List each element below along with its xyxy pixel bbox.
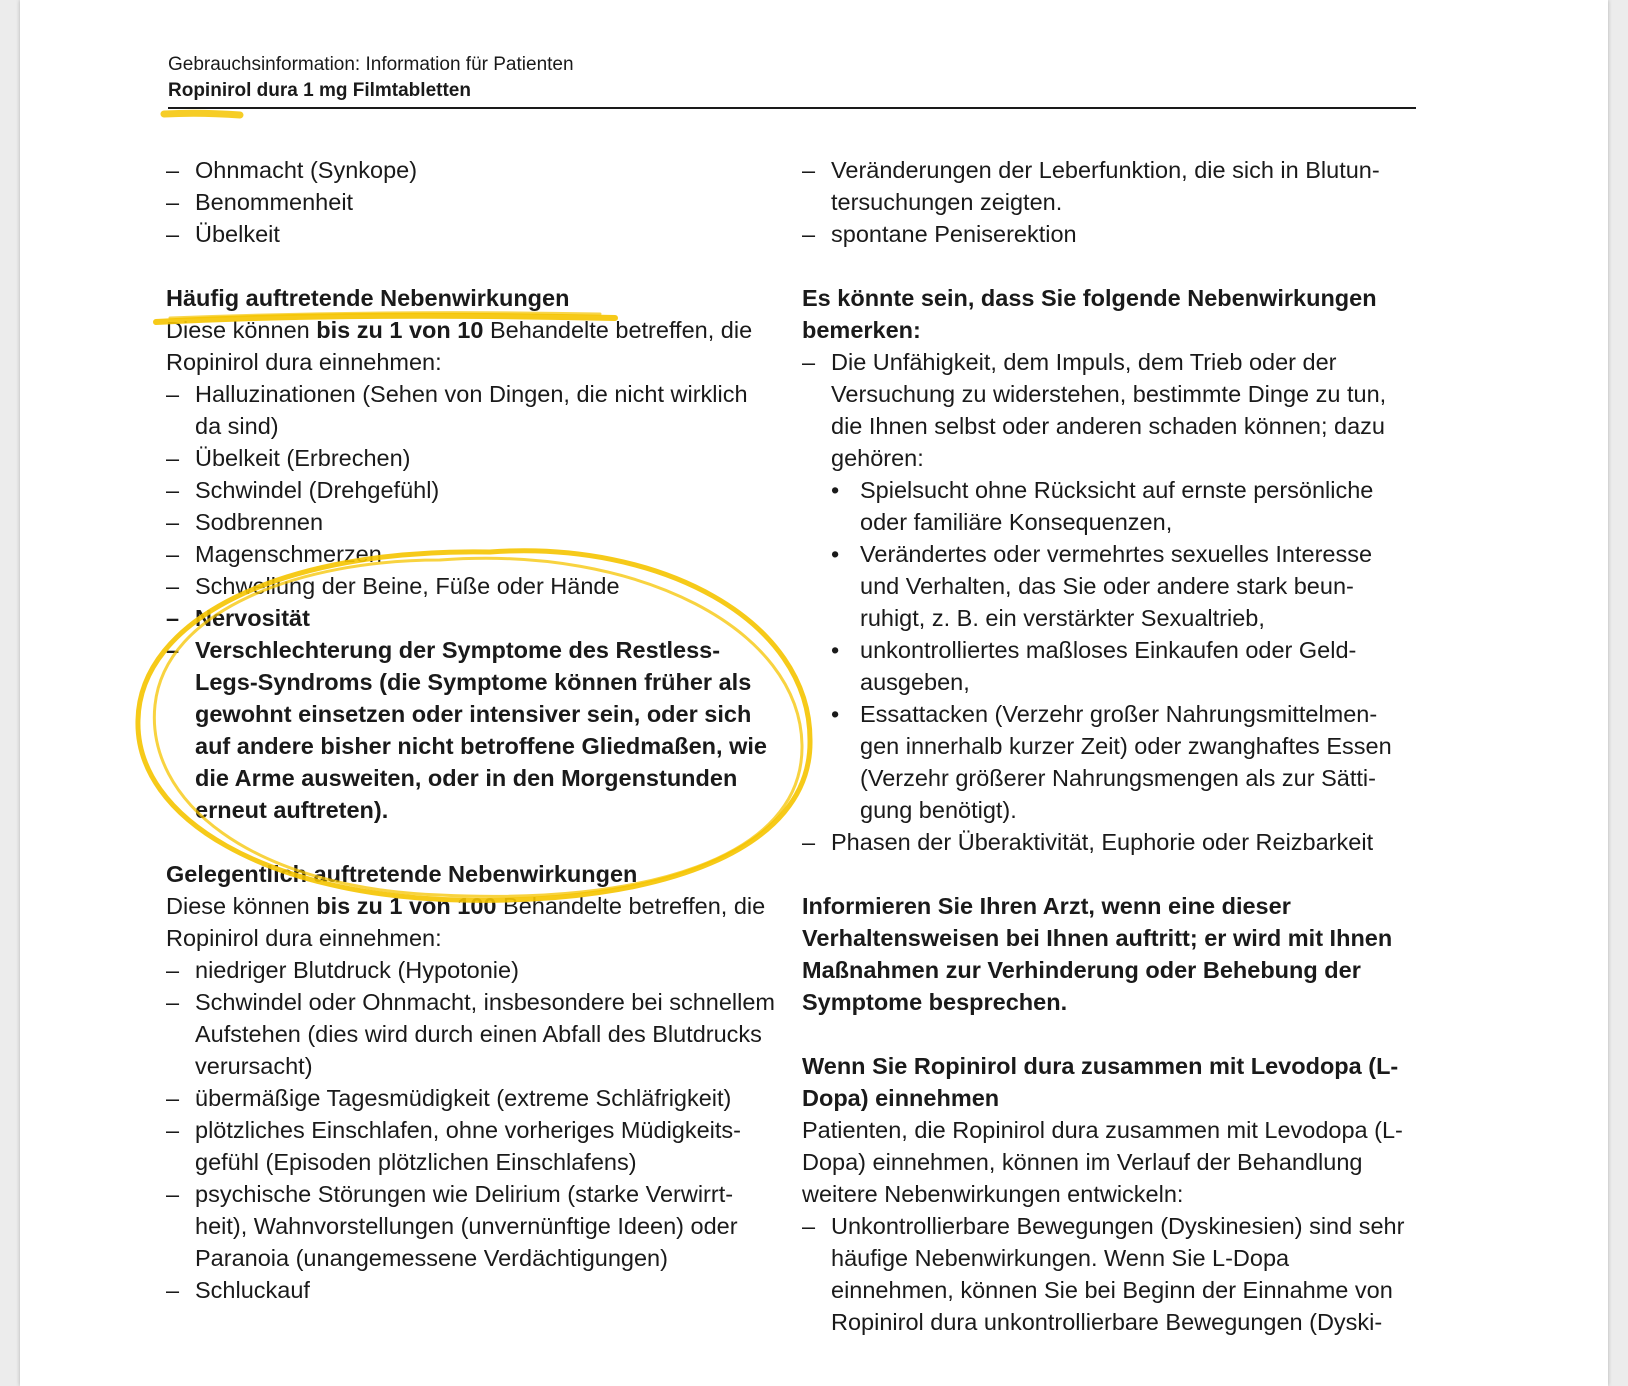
underline-product-name-mark — [164, 113, 240, 115]
occasional-side-effects-list — [166, 954, 776, 1306]
list-item: – Die Unfähigkeit, dem Impuls, dem Trieb oder der Versuchung zu widerstehen, bestimmte Dinge zu tun, die Ihnen selbst oder anderen schaden können; dazu gehören: — [802, 346, 1412, 474]
header-product-name: Ropinirol dura 1 mg Filmtabletten — [168, 80, 471, 101]
list-item: – Schluckauf — [166, 1274, 776, 1306]
section-heading-common: Häufig auftretende Nebenwirkungen — [166, 285, 570, 311]
list-item: – Halluzinationen (Sehen von Dingen, die nicht wirklich da sind) — [166, 378, 776, 442]
list-item: – Unkontrollierbare Bewegungen (Dyskinesien) sind sehr häufige Nebenwirkungen. Wenn Sie L-Dopa einnehmen, können Sie bei Beginn der Einnahme von Ropinirol dura unkontrollierbare Bewegungen (Dyski- — [802, 1210, 1412, 1338]
behavior-bullet-list — [802, 474, 1412, 826]
header-rule — [168, 107, 1416, 109]
bullet-item: • Essattacken (Verzehr großer Nahrungsmittelmen-gen innerhalb kurzer Zeit) oder zwanghaftes Essen (Verzehr größerer Nahrungsmengen als zur Sätti-gung benötigt). — [802, 698, 1412, 826]
list-item: – Veränderungen der Leberfunktion, die sich in Blutun-tersuchungen zeigten. — [802, 154, 1412, 218]
behavior-list-tail — [802, 826, 1412, 858]
side-effects-list-continued-right — [802, 154, 1412, 250]
bullet-item: • unkontrolliertes maßloses Einkaufen oder Geld-ausgeben, — [802, 634, 1412, 698]
list-item: – plötzliches Einschlafen, ohne vorheriges Müdigkeits-gefühl (Episoden plötzlichen Einschlafens) — [166, 1114, 776, 1178]
bullet-item: • Verändertes oder vermehrtes sexuelles Interesse und Verhalten, das Sie oder andere stark beun-ruhigt, z. B. ein verstärkter Sexualtrieb, — [802, 538, 1412, 634]
list-item: – Schwellung der Beine, Füße oder Hände — [166, 570, 776, 602]
list-item: – Schwindel oder Ohnmacht, insbesondere bei schnellem Aufstehen (dies wird durch einen Abfall des Blutdrucks verursacht) — [166, 986, 776, 1082]
common-side-effects-list — [166, 378, 776, 826]
levodopa-list — [802, 1210, 1412, 1338]
section-intro-occasional: Diese können bis zu 1 von 100 Behandelte betreffen, die Ropinirol dura einnehmen: — [166, 893, 766, 951]
side-effects-list-continued — [166, 154, 776, 250]
behavior-list — [802, 346, 1412, 474]
list-item: – Schwindel (Drehgefühl) — [166, 474, 776, 506]
document-header — [168, 52, 1416, 109]
list-item: – Magenschmerzen — [166, 538, 776, 570]
section-heading-levodopa: Wenn Sie Ropinirol dura zusammen mit Levodopa (L-Dopa) einnehmen — [802, 1053, 1399, 1111]
section-text-levodopa: Patienten, die Ropinirol dura zusammen mit Levodopa (L-Dopa) einnehmen, können im Verlauf der Behandlung weitere Nebenwirkungen entwickeln: — [802, 1117, 1403, 1207]
inform-doctor-notice: Informieren Sie Ihren Arzt, wenn eine dieser Verhaltensweisen bei Ihnen auftritt; er wird mit Ihnen Maßnahmen zur Verhinderung oder Behebung der Symptome besprechen. — [802, 893, 1393, 1015]
list-item: – psychische Störungen wie Delirium (starke Verwirrt-heit), Wahnvorstellungen (unvernünftige Ideen) oder Paranoia (unangemessene Verdächtigungen) — [166, 1178, 776, 1274]
list-item: – spontane Peniserektion — [802, 218, 1412, 250]
section-intro-common: Diese können bis zu 1 von 10 Behandelte betreffen, die Ropinirol dura einnehmen: — [166, 317, 753, 375]
list-item: – niedriger Blutdruck (Hypotonie) — [166, 954, 776, 986]
list-item: – Sodbrennen — [166, 506, 776, 538]
document-page — [20, 0, 1608, 1386]
list-item-bold: – Nervosität — [166, 602, 776, 634]
list-item: – Übelkeit — [166, 218, 776, 250]
left-column — [166, 154, 776, 1306]
list-item: – Übelkeit (Erbrechen) — [166, 442, 776, 474]
list-item: – Phasen der Überaktivität, Euphorie oder Reizbarkeit — [802, 826, 1412, 858]
list-item: – Benommenheit — [166, 186, 776, 218]
list-item: – Ohnmacht (Synkope) — [166, 154, 776, 186]
list-item-bold: – Verschlechterung der Symptome des Restless-Legs-Syndroms (die Symptome können früher als gewohnt einsetzen oder intensiver sein, oder sich auf andere bisher nicht betroffene Gliedmaßen, wie die Arme ausweiten, oder in den Morgenstunden erneut auftreten). — [166, 634, 776, 826]
section-heading-occasional: Gelegentlich auftretende Nebenwirkungen — [166, 861, 638, 887]
header-leaflet-title: Gebrauchsinformation: Information für Patienten — [168, 54, 574, 75]
right-column — [802, 154, 1412, 1338]
list-item: – übermäßige Tagesmüdigkeit (extreme Schläfrigkeit) — [166, 1082, 776, 1114]
bullet-item: • Spielsucht ohne Rücksicht auf ernste persönliche oder familiäre Konsequenzen, — [802, 474, 1412, 538]
section-heading-behavior: Es könnte sein, dass Sie folgende Nebenwirkungen bemerken: — [802, 285, 1377, 343]
